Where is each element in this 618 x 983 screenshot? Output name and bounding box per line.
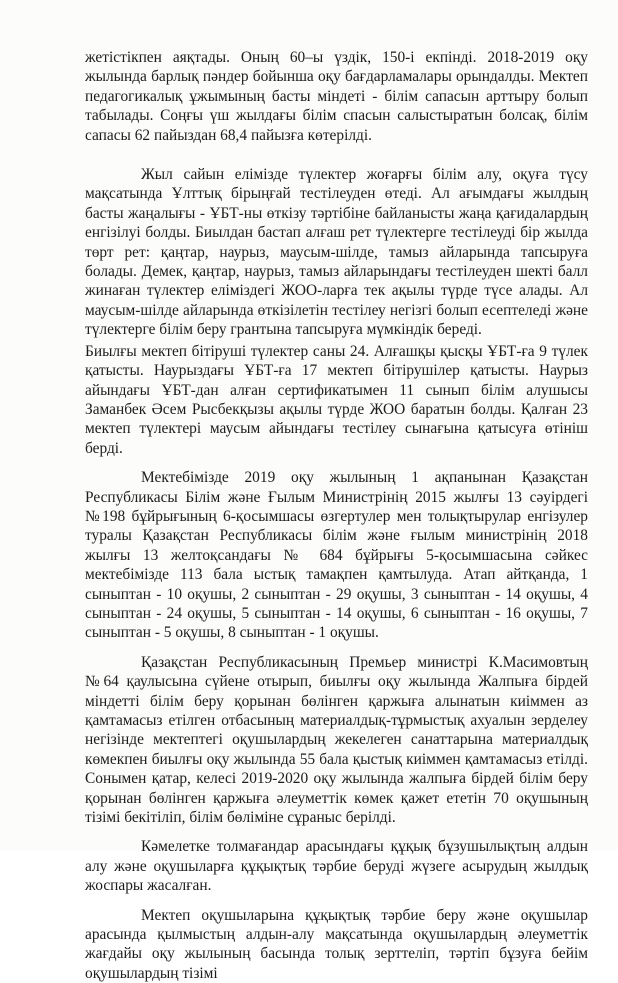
paragraph-graduates-count: Биылғы мектеп бітіруші түлектер саны 24. Алғашқы қысқы ҰБТ-ға 9 түлек қатысты. Наурыздағы ҰБТ-ға 17 мектеп бітірушілер қатысты. Наурыз айындағы ҰБТ-дан алған сертификатымен 11 сынып білім алушысы Заманбек Әсем Рысбекқызы ақылы түрде ЖОО баратын болды. Қалған 23 мектеп түлектері маусым айындағы тестілеу сынағына қатысуға өтініш берді. xyxy=(85,342,588,457)
paragraph-legal-education: Мектеп оқушыларына құқықтық тәрбие беру және оқушылар арасында қылмыстың алдын-алу мақсатында оқушылардың әлеуметтік жағдайы оқу жылының басында толық зерттеліп, тәртіп бұзуға бейім оқушылардың тізімі xyxy=(85,906,588,982)
paragraph-unified-testing: Жыл сайын елімізде түлектер жоғарғы білім алу, оқуға түсу мақсатында Ұлттық бірыңғай тестілеуден өтеді. Ал ағымдағы жылдың басты жаңалығы - ҰБТ-ны өткізу тәртібіне байланысты жаңа қағидалардың енгізілуі болды. Биылдан бастап алғаш рет түлектерге тестілеуді бір жылда төрт рет: қаңтар, наурыз, маусым-шілде, тамыз айларында тапсыруға болады. Демек, қаңтар, наурыз, тамыз айларындағы тестілеуден шекті балл жинаған түлектер еліміздегі ЖОО-ларға тек ақылы түрде түсе алады. Ал маусым-шілде айларында өткізілетін тестілеу негізгі болып есептеледі және түлектерге білім беру грантына тапсыруға мүмкіндік береді. xyxy=(85,166,588,339)
paragraph-legal-plan: Кәмелетке толмағандар арасындағы құқық бұзушылықтың алдын алу және оқушыларға құқықтық тәрбие беруді жүзеге асырудың жылдық жоспары жасалған. xyxy=(85,838,588,895)
paragraph-hot-meals: Мектебімізде 2019 оқу жылының 1 ақпанынан Қазақстан Республикасы Білім және Ғылым Министрінің 2015 жылғы 13 сәуірдегі №198 бұйрығының 6-қосымшасы өзгертулер мен толықтырулар енгізулер туралы Қазақстан Республикасы білім және ғылым министрінің 2018 жылғы 13 желтоқсандағы № 684 бұйрығы 5-қосымшасына сәйкес мектебімізде 113 бала ыстық тамақпен қамтылуда. Атап айтқанда, 1 сыныптан - 10 оқушы, 2 сыныптан - 29 оқушы, 3 сыныптан - 14 оқушы, 4 сыныптан - 24 оқушы, 5 сыныптан - 14 оқушы, 6 сыныптан - 16 оқушы, 7 сыныптан - 5 оқушы, 8 сыныптан - 1 оқушы. xyxy=(85,469,588,642)
paragraph-material-aid: Қазақстан Республикасының Премьер министрі К.Масимовтың №64 қаулысына сүйене отырып, биылғы оқу жылында Жалпыға бірдей міндетті білім беру қорынан бөлінген қаржыға алынатын киіммен аз қамтамасыз етілген отбасының материалдық-тұрмыстық ахуалын зерделеу негізінде мектептегі оқушылардың жекелеген санаттарына материалдық көмекпен биылғы оқу жылында 55 бала қыстық киіммен қамтамасыз етілді. Сонымен қатар, келесі 2019-2020 оқу жылында жалпыға бірдей білім беру қорынан бөлінген қаржыға әлеуметтік көмек қажет ететін 70 оқушының тізімі бекітіліп, білім бөліміне сұраныс берілді. xyxy=(85,653,588,827)
paragraph-graduates-results: жетістікпен аяқтады. Оның 60–ы үздік, 150-і екпінді. 2018-2019 оқу жылында барлық пәндер бойынша оқу бағдарламалары орындалды. Мектеп педагогикалық ұжымының басты міндеті - білім сапасын арттыру болып табылады. Соңғы үш жылдағы білім спасын салыстыратын болсақ, білім сапасы 62 пайыздан 68,4 пайызға көтерілді. xyxy=(85,49,588,144)
